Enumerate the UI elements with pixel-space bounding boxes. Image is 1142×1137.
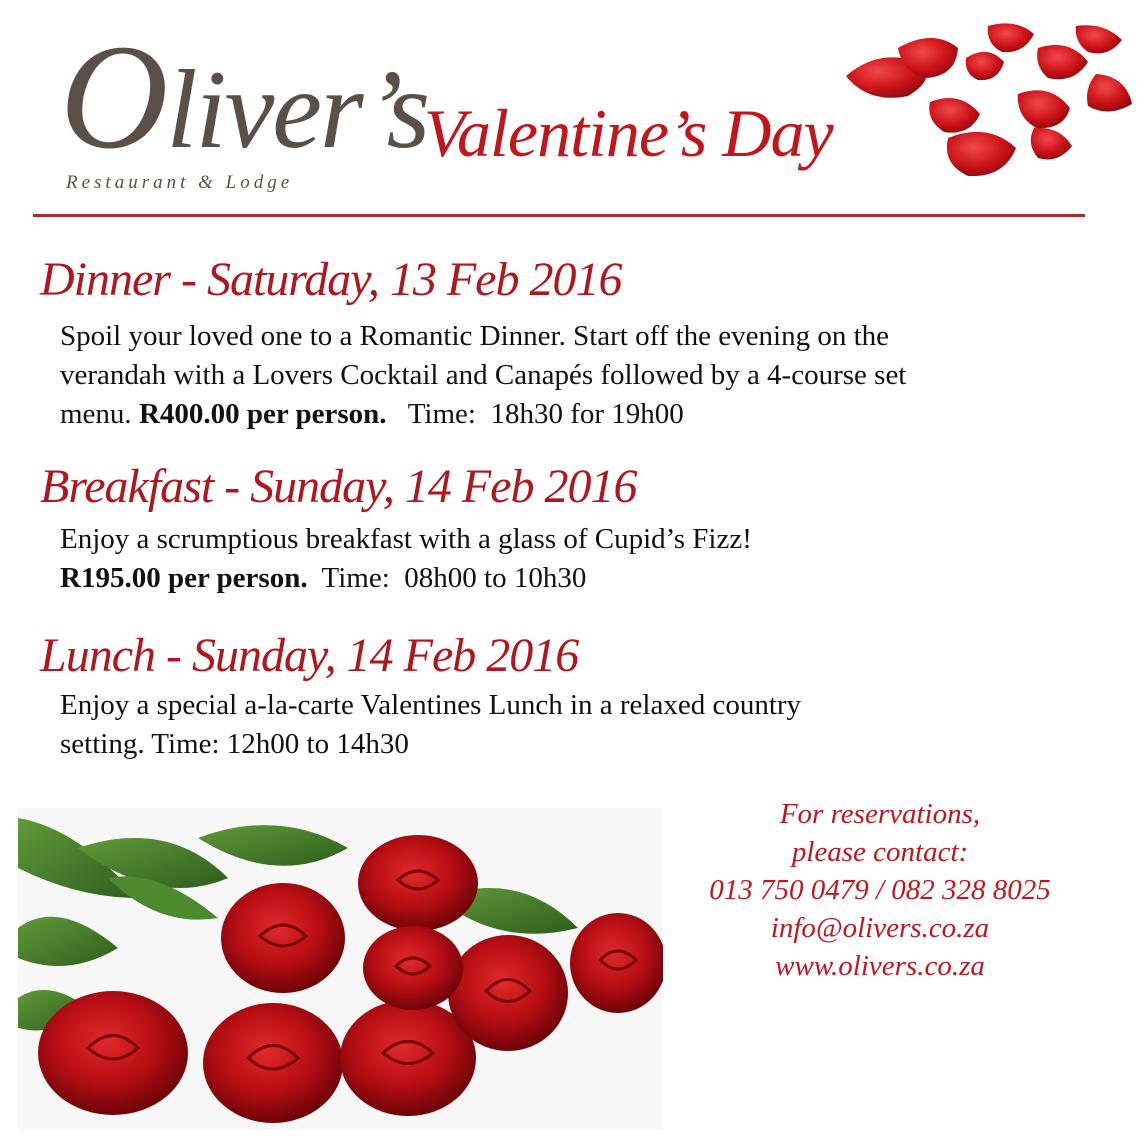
contact-website[interactable]: www.olivers.co.za — [775, 950, 985, 982]
logo-name: liver’s — [166, 48, 429, 172]
contact-block — [680, 795, 1080, 985]
dinner-line-1: Spoil your loved one to a Romantic Dinner. Start off the evening on the — [60, 320, 890, 352]
lunch-line-1: Enjoy a special a-la-carte Valentines Lunch in a relaxed country — [60, 689, 802, 721]
dinner-time: Time: 18h30 for 19h00 — [386, 398, 684, 430]
contact-line-1: For reservations, — [779, 798, 981, 830]
dinner-line-2: verandah with a Lovers Cocktail and Canapés followed by a 4-course set — [60, 359, 907, 391]
lunch-description — [60, 686, 801, 764]
page-title: Valentine’s Day — [424, 95, 833, 171]
lunch-line-2: setting. Time: 12h00 to 14h30 — [60, 728, 409, 760]
lunch-title: Lunch - Sunday, 14 Feb 2016 — [40, 629, 579, 682]
breakfast-description — [60, 520, 752, 598]
title-divider — [33, 214, 1085, 217]
dinner-line-3-prefix: menu. — [60, 398, 139, 430]
dinner-title: Dinner - Saturday, 13 Feb 2016 — [40, 253, 622, 306]
contact-line-2: please contact: — [791, 836, 969, 868]
rose-petals-image — [838, 18, 1138, 188]
breakfast-line-2 — [60, 559, 752, 598]
breakfast-time: Time: 08h00 to 10h30 — [307, 562, 587, 594]
contact-email[interactable]: info@olivers.co.za — [770, 912, 990, 944]
roses-bouquet-image — [18, 808, 663, 1130]
dinner-line-3 — [60, 395, 906, 434]
breakfast-price: R195.00 per person. — [60, 562, 308, 594]
breakfast-title: Breakfast - Sunday, 14 Feb 2016 — [40, 460, 637, 513]
logo-wordmark — [60, 14, 429, 180]
dinner-description — [60, 317, 906, 434]
dinner-price: R400.00 per person. — [138, 398, 387, 430]
logo-initial: O — [60, 14, 167, 180]
breakfast-line-1: Enjoy a scrumptious breakfast with a glass of Cupid’s Fizz! — [60, 523, 752, 555]
contact-phone[interactable]: 013 750 0479 / 082 328 8025 — [709, 874, 1051, 906]
logo-subtitle: Restaurant & Lodge — [66, 172, 294, 193]
